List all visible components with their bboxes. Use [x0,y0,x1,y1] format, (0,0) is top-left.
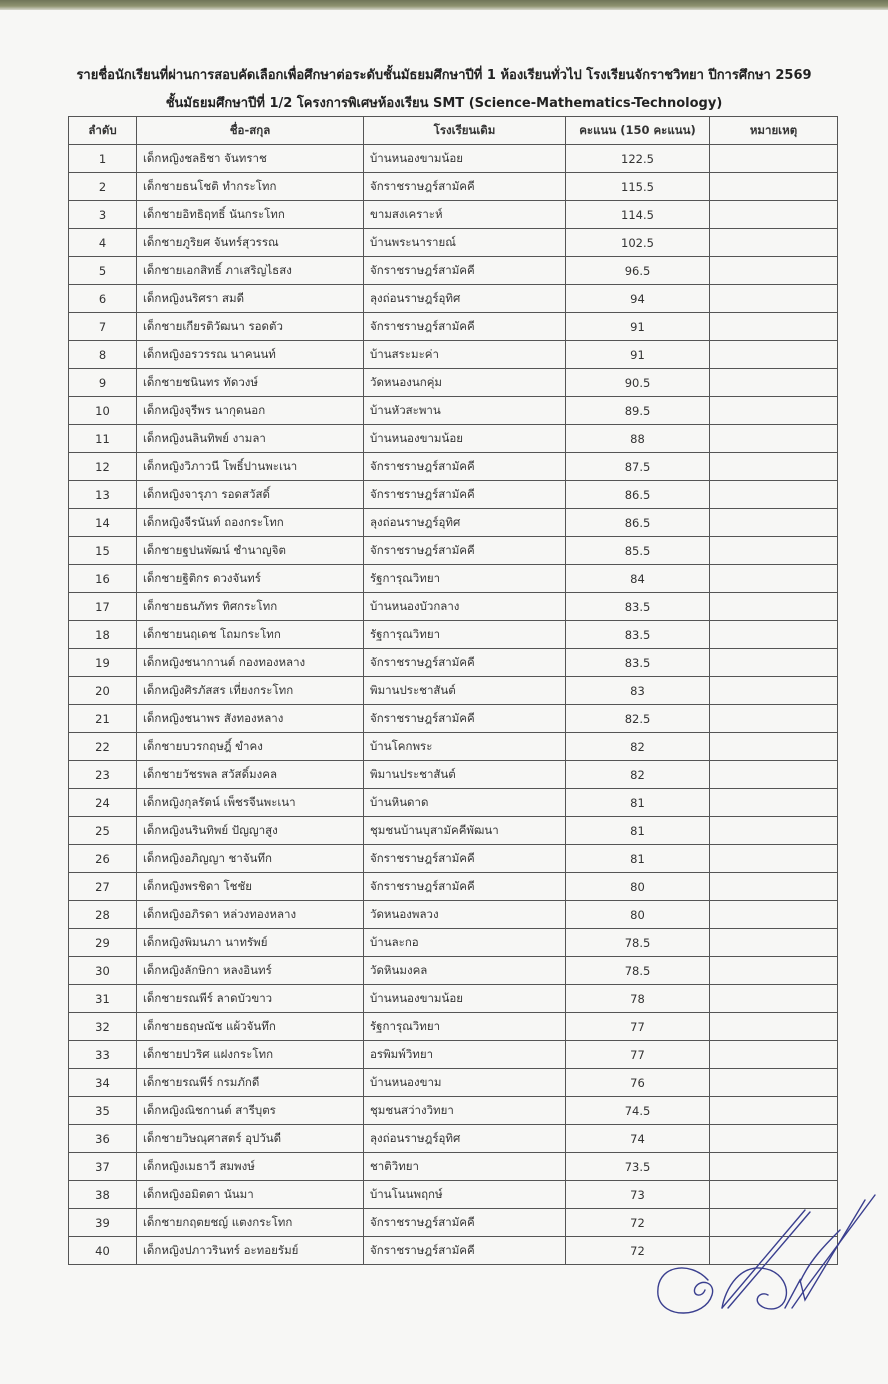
table-row [69,1069,838,1097]
row-score: 114.5 [566,201,710,229]
row-remarks [710,845,838,873]
row-school: จักราชราษฎร์สามัคคี [364,453,566,481]
row-school: บ้านหนองขาม [364,1069,566,1097]
table-row [69,649,838,677]
row-school: จักราชราษฎร์สามัคคี [364,649,566,677]
row-score: 91 [566,313,710,341]
row-order: 40 [69,1237,137,1265]
table-row [69,341,838,369]
row-school: บ้านหนองขามน้อย [364,985,566,1013]
row-remarks [710,285,838,313]
header-school: โรงเรียนเดิม [364,117,566,145]
row-score: 96.5 [566,257,710,285]
row-name: เด็กหญิงณิชกานต์ สารีบุตร [137,1097,364,1125]
row-remarks [710,1069,838,1097]
row-score: 82 [566,733,710,761]
row-order: 27 [69,873,137,901]
row-school: วัดหินมงคล [364,957,566,985]
row-school: ชุมชนบ้านบุสามัคคีพัฒนา [364,817,566,845]
row-school: บ้านสระมะค่า [364,341,566,369]
row-name: เด็กหญิงอรวรรณ นาคนนท์ [137,341,364,369]
row-remarks [710,1125,838,1153]
row-remarks [710,901,838,929]
row-name: เด็กชายบวรกฤษฎิ์ ขำคง [137,733,364,761]
row-remarks [710,649,838,677]
row-remarks [710,621,838,649]
row-score: 90.5 [566,369,710,397]
row-remarks [710,1041,838,1069]
row-remarks [710,957,838,985]
row-school: บ้านโนนพฤกษ์ [364,1181,566,1209]
row-remarks [710,229,838,257]
row-order: 28 [69,901,137,929]
table-row [69,285,838,313]
row-order: 8 [69,341,137,369]
table-row [69,845,838,873]
row-order: 24 [69,789,137,817]
row-remarks [710,789,838,817]
row-score: 94 [566,285,710,313]
row-school: บ้านหินดาด [364,789,566,817]
row-score: 74.5 [566,1097,710,1125]
row-score: 76 [566,1069,710,1097]
row-remarks [710,173,838,201]
row-school: พิมานประชาสันต์ [364,761,566,789]
row-score: 77 [566,1041,710,1069]
row-order: 18 [69,621,137,649]
table-body [69,145,838,1265]
row-score: 102.5 [566,229,710,257]
row-name: เด็กชายเอกสิทธิ์ ภาเสริญไธสง [137,257,364,285]
row-name: เด็กชายฐิติกร ดวงจันทร์ [137,565,364,593]
results-table [68,116,838,1265]
header-name: ชื่อ-สกุล [137,117,364,145]
document-subtitle: ชั้นมัธยมศึกษาปีที่ 1/2 โครงการพิเศษห้องเรียน SMT (Science-Mathematics-Technology) [165,96,723,111]
table-row [69,201,838,229]
row-score: 81 [566,817,710,845]
row-school: จักราชราษฎร์สามัคคี [364,1209,566,1237]
row-school: ลุงถ่อนราษฎร์อุทิศ [364,285,566,313]
row-name: เด็กหญิงชนาพร สังทองหลาง [137,705,364,733]
row-school: อรพิมพ์วิทยา [364,1041,566,1069]
row-name: เด็กหญิงเมธาวี สมพงษ์ [137,1153,364,1181]
row-order: 3 [69,201,137,229]
table-row [69,173,838,201]
row-remarks [710,1097,838,1125]
row-score: 74 [566,1125,710,1153]
table-row [69,817,838,845]
table-row [69,145,838,173]
row-remarks [710,1153,838,1181]
row-remarks [710,565,838,593]
row-remarks [710,481,838,509]
row-remarks [710,313,838,341]
row-remarks [710,509,838,537]
row-order: 23 [69,761,137,789]
row-school: จักราชราษฎร์สามัคคี [364,1237,566,1265]
row-order: 17 [69,593,137,621]
row-school: จักราชราษฎร์สามัคคี [364,537,566,565]
row-order: 2 [69,173,137,201]
row-school: บ้านหนองขามน้อย [364,425,566,453]
row-remarks [710,929,838,957]
row-score: 78 [566,985,710,1013]
row-remarks [710,677,838,705]
row-order: 16 [69,565,137,593]
row-name: เด็กชายรณพีร์ กรมภักดี [137,1069,364,1097]
row-school: วัดหนองพลวง [364,901,566,929]
row-score: 73.5 [566,1153,710,1181]
row-name: เด็กชายเกียรติวัฒนา รอดตัว [137,313,364,341]
table-row [69,229,838,257]
row-score: 89.5 [566,397,710,425]
row-score: 78.5 [566,957,710,985]
row-school: พิมานประชาสันต์ [364,677,566,705]
row-order: 15 [69,537,137,565]
row-remarks [710,733,838,761]
row-name: เด็กชายกฤตยชญ์ แตงกระโทก [137,1209,364,1237]
row-score: 82 [566,761,710,789]
row-order: 7 [69,313,137,341]
row-name: เด็กชายธนภัทร ทิศกระโทก [137,593,364,621]
table-row [69,369,838,397]
row-score: 83.5 [566,649,710,677]
row-name: เด็กหญิงชนากานต์ กองทองหลาง [137,649,364,677]
row-name: เด็กหญิงนรินทิพย์ ปัญญาสูง [137,817,364,845]
row-name: เด็กชายนฤเดช โถมกระโทก [137,621,364,649]
row-remarks [710,1013,838,1041]
row-order: 37 [69,1153,137,1181]
row-school: บ้านหัวสะพาน [364,397,566,425]
row-score: 115.5 [566,173,710,201]
table-row [69,621,838,649]
row-score: 83 [566,677,710,705]
row-school: จักราชราษฎร์สามัคคี [364,173,566,201]
row-order: 21 [69,705,137,733]
row-school: ลุงถ่อนราษฎร์อุทิศ [364,1125,566,1153]
row-remarks [710,593,838,621]
row-order: 34 [69,1069,137,1097]
row-name: เด็กหญิงอภิรดา หล่วงทองหลาง [137,901,364,929]
row-name: เด็กชายชนินทร ทัดวงษ์ [137,369,364,397]
document-title: รายชื่อนักเรียนที่ผ่านการสอบคัดเลือกเพื่อศึกษาต่อระดับชั้นมัธยมศึกษาปีที่ 1 ห้องเรียนทั่วไป โรงเรียนจักราชวิทยา ปีการศึกษา 2569 [76,68,812,83]
row-name: เด็กหญิงจุรีพร นากุดนอก [137,397,364,425]
row-remarks [710,425,838,453]
row-school: ชุมชนสว่างวิทยา [364,1097,566,1125]
row-school: จักราชราษฎร์สามัคคี [364,257,566,285]
row-score: 73 [566,1181,710,1209]
row-score: 87.5 [566,453,710,481]
row-order: 6 [69,285,137,313]
table-row [69,313,838,341]
row-school: จักราชราษฎร์สามัคคี [364,313,566,341]
row-school: จักราชราษฎร์สามัคคี [364,705,566,733]
row-score: 122.5 [566,145,710,173]
row-order: 13 [69,481,137,509]
row-order: 39 [69,1209,137,1237]
row-name: เด็กหญิงอภิญญา ชาจันทึก [137,845,364,873]
row-remarks [710,369,838,397]
row-name: เด็กหญิงพรชิดา โชชัย [137,873,364,901]
row-name: เด็กชายวัชรพล สวัสดิ์มงคล [137,761,364,789]
table-row [69,565,838,593]
row-order: 38 [69,1181,137,1209]
row-remarks [710,397,838,425]
row-school: บ้านโคกพระ [364,733,566,761]
row-order: 32 [69,1013,137,1041]
row-school: ชาติวิทยา [364,1153,566,1181]
header-score: คะแนน (150 คะแนน) [566,117,710,145]
row-remarks [710,453,838,481]
row-name: เด็กหญิงชลธิชา จันทราช [137,145,364,173]
row-name: เด็กหญิงศิรภัสสร เที่ยงกระโทก [137,677,364,705]
row-order: 9 [69,369,137,397]
table-row [69,593,838,621]
row-school: จักราชราษฎร์สามัคคี [364,481,566,509]
table-row [69,537,838,565]
row-name: เด็กหญิงพิมนภา นาทรัพย์ [137,929,364,957]
row-name: เด็กชายธฤษณัช แผ้วจันทึก [137,1013,364,1041]
row-score: 80 [566,873,710,901]
row-order: 36 [69,1125,137,1153]
row-score: 86.5 [566,509,710,537]
row-school: บ้านหนองขามน้อย [364,145,566,173]
row-name: เด็กชายฐปนพัฒน์ ชำนาญจิต [137,537,364,565]
row-score: 88 [566,425,710,453]
row-school: บ้านละกอ [364,929,566,957]
row-score: 80 [566,901,710,929]
row-name: เด็กชายปวริศ แฝงกระโทก [137,1041,364,1069]
table-row [69,929,838,957]
row-order: 14 [69,509,137,537]
row-name: เด็กหญิงนริศรา สมดี [137,285,364,313]
table-row [69,397,838,425]
row-remarks [710,201,838,229]
row-name: เด็กหญิงลักษิกา หลงอินทร์ [137,957,364,985]
row-order: 25 [69,817,137,845]
row-order: 35 [69,1097,137,1125]
header-remarks: หมายเหตุ [710,117,838,145]
table-row [69,705,838,733]
row-name: เด็กชายวิษณุศาสตร์ อุปวันดี [137,1125,364,1153]
row-score: 85.5 [566,537,710,565]
header-order: ลำดับ [69,117,137,145]
row-score: 86.5 [566,481,710,509]
row-order: 1 [69,145,137,173]
row-order: 26 [69,845,137,873]
row-score: 72 [566,1237,710,1265]
table-row [69,873,838,901]
table-row [69,677,838,705]
row-remarks [710,761,838,789]
table-row [69,957,838,985]
row-score: 82.5 [566,705,710,733]
table-row [69,1125,838,1153]
row-score: 81 [566,789,710,817]
scan-edge [0,0,888,10]
row-score: 83.5 [566,593,710,621]
row-school: รัฐการุณวิทยา [364,621,566,649]
table-row [69,481,838,509]
row-order: 12 [69,453,137,481]
row-order: 29 [69,929,137,957]
row-school: รัฐการุณวิทยา [364,565,566,593]
row-school: วัดหนองนกคุ่ม [364,369,566,397]
table-header-row [69,117,838,145]
table-row [69,789,838,817]
table-row [69,509,838,537]
table-row [69,1041,838,1069]
row-remarks [710,873,838,901]
table-row [69,985,838,1013]
table-row [69,257,838,285]
table-row [69,1097,838,1125]
row-order: 11 [69,425,137,453]
row-name: เด็กชายอิทธิฤทธิ์ นันกระโทก [137,201,364,229]
table-row [69,733,838,761]
row-school: ลุงถ่อนราษฎร์อุทิศ [364,509,566,537]
row-order: 19 [69,649,137,677]
row-name: เด็กชายรณพีร์ ลาดบัวขาว [137,985,364,1013]
row-order: 4 [69,229,137,257]
row-school: จักราชราษฎร์สามัคคี [364,845,566,873]
row-remarks [710,341,838,369]
row-school: บ้านพระนารายณ์ [364,229,566,257]
table-row [69,1013,838,1041]
row-name: เด็กหญิงปภาวรินทร์ อะทอยรัมย์ [137,1237,364,1265]
row-name: เด็กชายธนโชติ ทำกระโทก [137,173,364,201]
row-order: 22 [69,733,137,761]
row-name: เด็กหญิงวิภาวนี โพธิ์ปานพะเนา [137,453,364,481]
row-school: รัฐการุณวิทยา [364,1013,566,1041]
row-score: 84 [566,565,710,593]
row-school: ขามสงเคราะห์ [364,201,566,229]
table-row [69,1153,838,1181]
row-name: เด็กหญิงกุลรัตน์ เพ็ชรจีนพะเนา [137,789,364,817]
row-score: 77 [566,1013,710,1041]
row-order: 5 [69,257,137,285]
row-school: จักราชราษฎร์สามัคคี [364,873,566,901]
row-score: 72 [566,1209,710,1237]
row-remarks [710,985,838,1013]
row-school: บ้านหนองบัวกลาง [364,593,566,621]
row-remarks [710,145,838,173]
row-score: 83.5 [566,621,710,649]
row-order: 30 [69,957,137,985]
row-order: 33 [69,1041,137,1069]
row-remarks [710,705,838,733]
row-order: 20 [69,677,137,705]
table-row [69,453,838,481]
table-row [69,901,838,929]
signature [650,1190,880,1330]
row-remarks [710,537,838,565]
row-order: 10 [69,397,137,425]
row-name: เด็กหญิงจารุภา รอดสวัสดิ์ [137,481,364,509]
row-score: 78.5 [566,929,710,957]
row-remarks [710,817,838,845]
row-name: เด็กหญิงจีรนันท์ ถองกระโทก [137,509,364,537]
row-remarks [710,257,838,285]
row-name: เด็กหญิงอมิตตา นันมา [137,1181,364,1209]
row-name: เด็กชายภูริยศ จันทร์สุวรรณ [137,229,364,257]
row-score: 81 [566,845,710,873]
row-order: 31 [69,985,137,1013]
row-name: เด็กหญิงนลินทิพย์ งามลา [137,425,364,453]
table-row [69,761,838,789]
row-score: 91 [566,341,710,369]
table-row [69,425,838,453]
